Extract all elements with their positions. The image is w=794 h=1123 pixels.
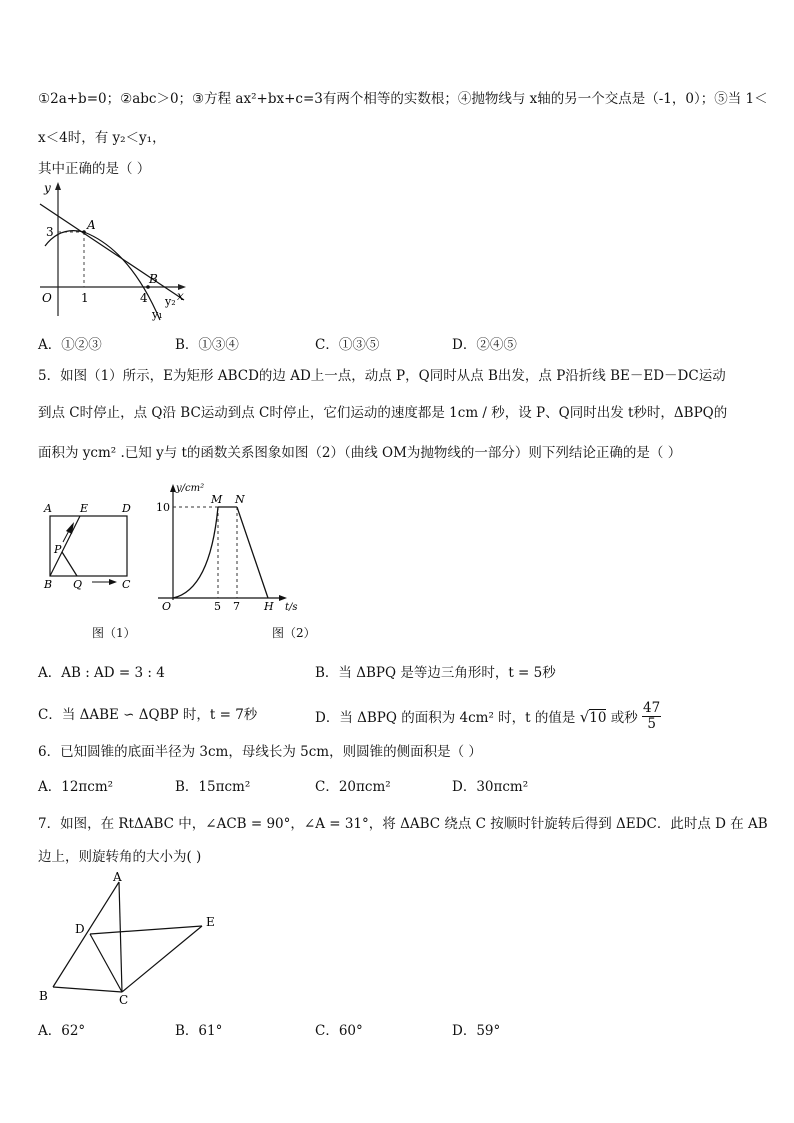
q7-label-a: A: [113, 870, 122, 884]
q4-label-a: A: [87, 218, 96, 232]
q4-question: 其中正确的是（ ）: [38, 161, 151, 177]
q4-option-a[interactable]: A．①②③: [38, 337, 102, 353]
q5-fig1-e: E: [80, 502, 89, 515]
q5-fig1-caption: 图（1）: [92, 626, 136, 640]
q5-fig1-a: A: [44, 502, 52, 515]
q5-option-d-prefix: D．当 ΔBPQ 的面积为 4cm² 时，t 的值是: [315, 710, 576, 726]
q4-label-y1: y₁: [152, 308, 163, 321]
q5-stem-line2: 到点 C时停止，点 Q沿 BC运动到点 C时停止，它们运动的速度都是 1cm / 秒，设 P、Q同时出发 t秒时，ΔBPQ的: [38, 405, 728, 421]
q5-fig1-d: D: [122, 502, 131, 515]
q4-statements-line2: x＜4时，有 y₂＜y₁，: [38, 130, 166, 146]
q5-fig2-caption: 图（2）: [272, 626, 316, 640]
q5-fig2-ten: 10: [156, 501, 170, 514]
q7-segment-bc: [53, 987, 122, 992]
q7-stem-line1: 7．如图，在 RtΔABC 中，∠ACB = 90°，∠A = 31°，将 ΔABC 绕点 C 按顺时针旋转后得到 ΔEDC．此时点 D 在 AB: [38, 816, 768, 832]
q5-fig2-yaxis-label: y/cm²: [176, 483, 205, 494]
q4-label-four: 4: [140, 291, 148, 305]
q6-option-d[interactable]: D．30πcm²: [452, 779, 529, 795]
q5-fig2-o: O: [162, 600, 172, 613]
q7-label-e: E: [206, 915, 215, 929]
q7-segment-ec: [122, 926, 202, 992]
q7-option-c[interactable]: C．60°: [315, 1023, 363, 1039]
q5-fig1-p: P: [54, 543, 62, 556]
q4-label-one: 1: [81, 291, 89, 305]
q7-option-a[interactable]: A．62°: [38, 1023, 86, 1039]
q7-label-d: D: [75, 922, 85, 936]
q5-fig1-c: C: [122, 578, 131, 591]
q4-label-three: 3: [46, 225, 54, 239]
q4-label-b: B: [149, 272, 158, 286]
q6-option-c[interactable]: C．20πcm²: [315, 779, 391, 795]
q5-fig1-q: Q: [73, 578, 83, 591]
q7-segment-dc: [90, 934, 122, 992]
q5-fig2-n: N: [235, 493, 245, 506]
q5-fig1-b: B: [44, 578, 53, 591]
q5-option-b[interactable]: B．当 ΔBPQ 是等边三角形时，t = 5秒: [315, 665, 556, 681]
q5-fig2-h: H: [264, 600, 274, 613]
sqrt-sign: √: [579, 708, 590, 726]
q7-segment-de: [90, 926, 202, 934]
q5-option-a[interactable]: A．AB : AD = 3 : 4: [38, 665, 165, 681]
q7-option-d[interactable]: D．59°: [452, 1023, 501, 1039]
q7-stem-line2: 边上，则旋转角的大小为( ): [38, 849, 202, 865]
q7-segment-ac: [119, 882, 122, 992]
q5-option-c[interactable]: C．当 ΔABE ∽ ΔQBP 时，t = 7秒: [38, 707, 258, 723]
q5-option-d-mid: 或秒: [610, 710, 638, 726]
q4-label-x: x: [177, 289, 184, 303]
q7-label-b: B: [39, 989, 48, 1003]
q5-option-d-numerator: 47: [643, 700, 661, 716]
q7-option-b[interactable]: B．61°: [175, 1023, 223, 1039]
q4-option-c[interactable]: C．①③⑤: [315, 337, 380, 353]
q4-option-b[interactable]: B．①③④: [175, 337, 239, 353]
q5-fig2-m: M: [211, 493, 223, 506]
q6-stem: 6．已知圆锥的底面半径为 3cm，母线长为 5cm，则圆锥的侧面积是（ ）: [38, 744, 482, 760]
q4-label-y: y: [44, 181, 51, 195]
q5-fig2-five: 5: [214, 600, 221, 613]
q4-label-origin: O: [42, 291, 52, 305]
q5-fig2-taxis-label: t/s: [285, 602, 298, 613]
q4-label-y2: y₂: [165, 295, 176, 308]
q5-option-d-radicand: 10: [589, 710, 607, 726]
q5-stem-line1: 5．如图（1）所示，E为矩形 ABCD的边 AD上一点，动点 P，Q同时从点 B出发，点 P沿折线 BE－ED－DC运动: [38, 368, 726, 384]
q7-label-c: C: [119, 993, 129, 1007]
q5-stem-line3: 面积为 ycm² .已知 y与 t的函数关系图象如图（2）（曲线 OM为抛物线的一部分）则下列结论正确的是（ ）: [38, 445, 682, 461]
q4-option-d[interactable]: D．②④⑤: [452, 337, 517, 353]
q6-option-a[interactable]: A．12πcm²: [38, 779, 114, 795]
q4-statements-line1: ①2a+b=0；②abc＞0；③方程 ax²+bx+c=3有两个相等的实数根；④抛物线与 x轴的另一个交点是（-1，0）；⑤当 1＜: [38, 91, 768, 107]
q5-fig2-seven: 7: [233, 600, 240, 613]
q7-segment-ab: [53, 882, 119, 987]
q6-option-b[interactable]: B．15πcm²: [175, 779, 251, 795]
q5-option-d-denominator: 5: [647, 716, 656, 732]
